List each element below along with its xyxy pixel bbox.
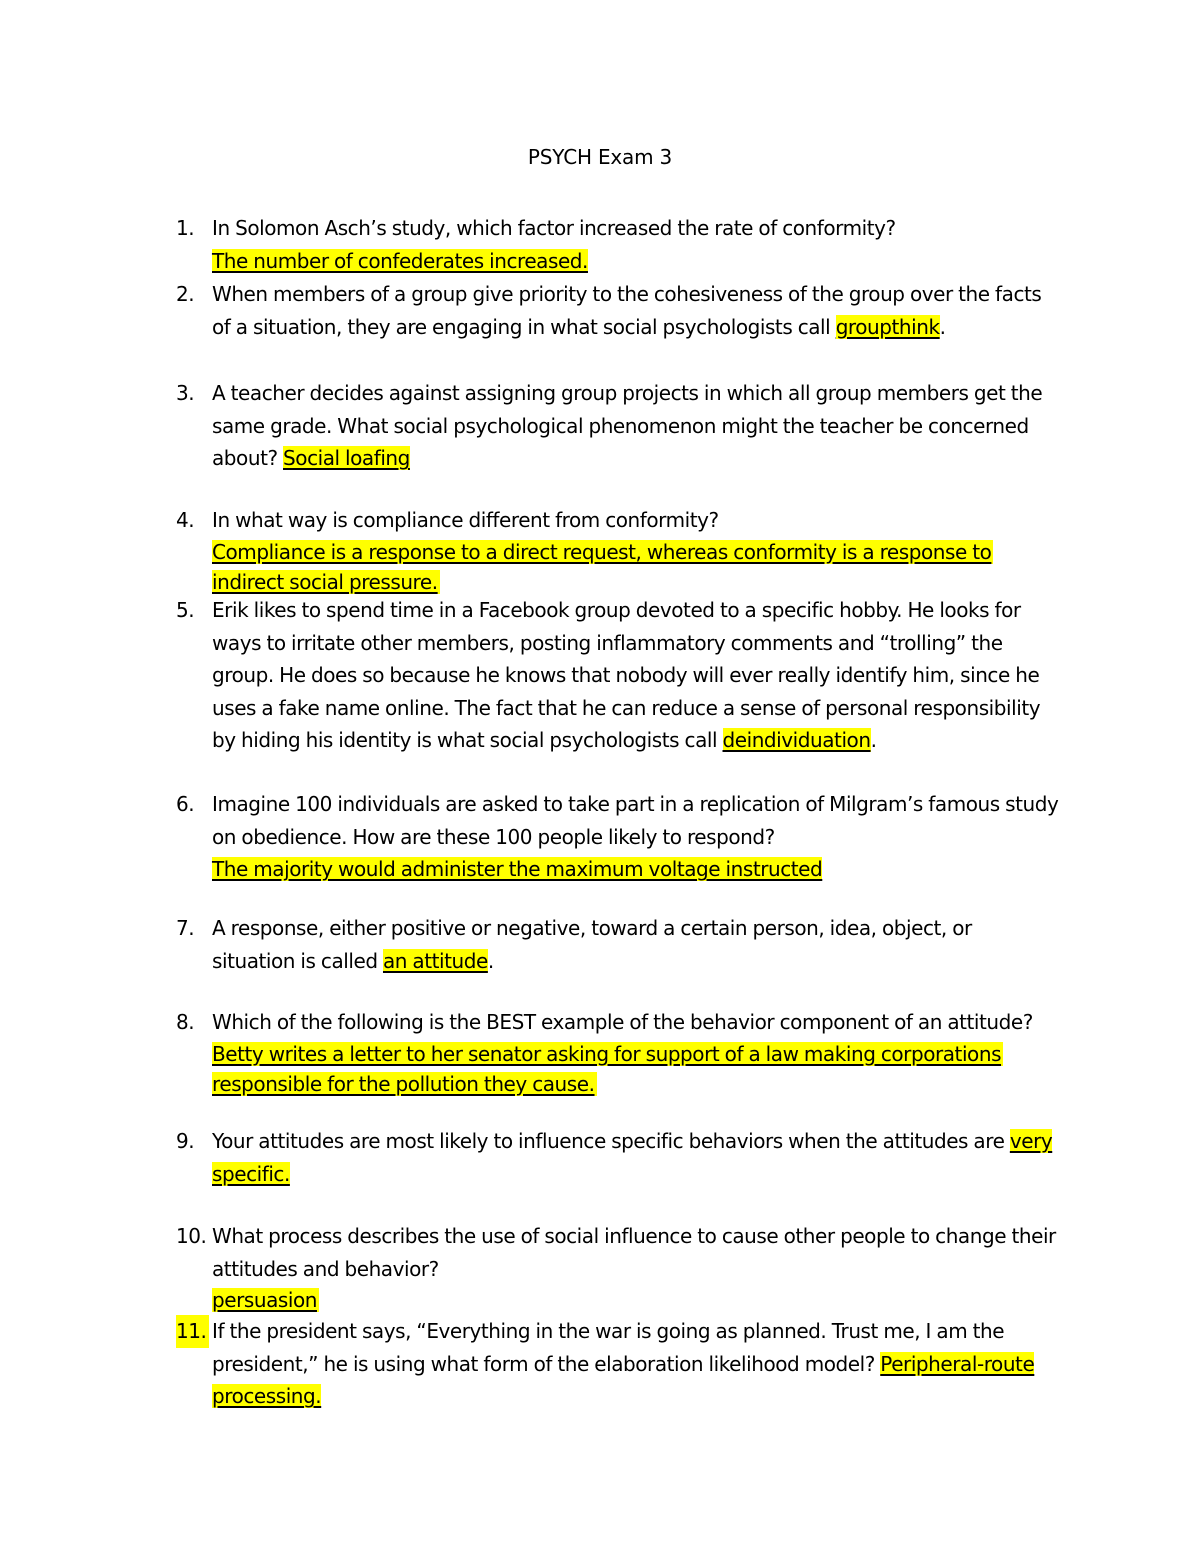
question-4 bbox=[176, 504, 1076, 597]
question-text: Which of the following is the BEST example of the behavior component of an attitude? bbox=[212, 1010, 1033, 1034]
answer-highlight: persuasion bbox=[212, 1288, 317, 1313]
question-10 bbox=[176, 1220, 1076, 1315]
question-text: If the president says, “Everything in the war is going as planned. Trust me, I am the bbox=[212, 1319, 1005, 1343]
question-text: attitudes and behavior? bbox=[212, 1256, 439, 1281]
answer-highlight: very bbox=[1009, 1129, 1053, 1153]
punctuation: . bbox=[939, 314, 946, 339]
question-text: situation is called bbox=[212, 948, 383, 973]
question-number: 5. bbox=[176, 598, 195, 622]
question-number: 4. bbox=[176, 508, 195, 532]
question-text: uses a fake name online. The fact that he can reduce a sense of personal responsibility bbox=[212, 695, 1041, 720]
answer-highlight: Peripheral-route bbox=[880, 1351, 1035, 1376]
question-text: president,” he is using what form of the elaboration likelihood model? bbox=[212, 1351, 881, 1376]
question-text: ways to irritate other members, posting inflammatory comments and “trolling” the bbox=[212, 630, 1003, 655]
document-title: PSYCH Exam 3 bbox=[527, 145, 673, 169]
question-11 bbox=[176, 1315, 1076, 1413]
punctuation: . bbox=[870, 728, 877, 753]
answer-highlight: The number of confederates increased. bbox=[212, 248, 588, 273]
question-number: 10. bbox=[176, 1224, 207, 1248]
question-text: Your attitudes are most likely to influence specific behaviors when the attitudes are bbox=[212, 1129, 1010, 1153]
question-3 bbox=[176, 377, 1076, 475]
answer-highlight: indirect social pressure. bbox=[212, 569, 438, 594]
question-9 bbox=[176, 1125, 1076, 1190]
answer-highlight: responsible for the pollution they cause. bbox=[212, 1071, 595, 1096]
question-text: about? bbox=[212, 446, 284, 471]
answer-highlight: specific. bbox=[212, 1161, 290, 1186]
question-8 bbox=[176, 1006, 1076, 1099]
question-number: 1. bbox=[176, 216, 195, 240]
question-2 bbox=[176, 278, 1076, 343]
question-number: 7. bbox=[176, 916, 195, 940]
question-text: In what way is compliance different from conformity? bbox=[212, 508, 719, 532]
question-5 bbox=[176, 594, 1076, 757]
question-text: Erik likes to spend time in a Facebook group devoted to a specific hobby. He looks for bbox=[212, 598, 1021, 622]
question-number: 3. bbox=[176, 381, 195, 405]
question-text: In Solomon Asch’s study, which factor increased the rate of conformity? bbox=[212, 216, 896, 240]
question-number: 2. bbox=[176, 282, 195, 306]
answer-highlight: an attitude bbox=[382, 948, 488, 973]
question-text: Imagine 100 individuals are asked to take part in a replication of Milgram’s famous study bbox=[212, 792, 1059, 816]
question-number: 9. bbox=[176, 1129, 195, 1153]
question-7 bbox=[176, 912, 1076, 977]
answer-highlight: processing. bbox=[212, 1384, 322, 1409]
question-text: When members of a group give priority to the cohesiveness of the group over the facts bbox=[212, 282, 1042, 306]
punctuation: . bbox=[487, 948, 494, 973]
question-text: by hiding his identity is what social psychologists call bbox=[212, 728, 723, 753]
question-text: of a situation, they are engaging in what social psychologists call bbox=[212, 314, 836, 339]
question-number: 8. bbox=[176, 1010, 195, 1034]
answer-highlight: deindividuation bbox=[722, 728, 871, 753]
question-text: What process describes the use of social influence to cause other people to change their bbox=[212, 1224, 1056, 1248]
answer-highlight: groupthink bbox=[835, 314, 940, 339]
question-text: A response, either positive or negative, toward a certain person, idea, object, or bbox=[212, 916, 972, 940]
answer-highlight: Compliance is a response to a direct request, whereas conformity is a response to bbox=[212, 539, 992, 564]
question-number: 6. bbox=[176, 792, 195, 816]
question-text: A teacher decides against assigning group projects in which all group members get the bbox=[212, 381, 1043, 405]
question-text: group. He does so because he knows that nobody will ever really identify him, since he bbox=[212, 663, 1040, 688]
answer-highlight: Social loafing bbox=[283, 446, 410, 471]
question-text: on obedience. How are these 100 people likely to respond? bbox=[212, 824, 775, 849]
question-text: same grade. What social psychological phenomenon might the teacher be concerned bbox=[212, 413, 1029, 438]
answer-highlight: Betty writes a letter to her senator asking for support of a law making corporations bbox=[212, 1041, 1002, 1066]
question-1 bbox=[176, 212, 1076, 277]
question-6 bbox=[176, 788, 1076, 886]
question-number: 11. bbox=[176, 1315, 209, 1348]
answer-highlight: The majority would administer the maximum voltage instructed bbox=[212, 857, 823, 882]
